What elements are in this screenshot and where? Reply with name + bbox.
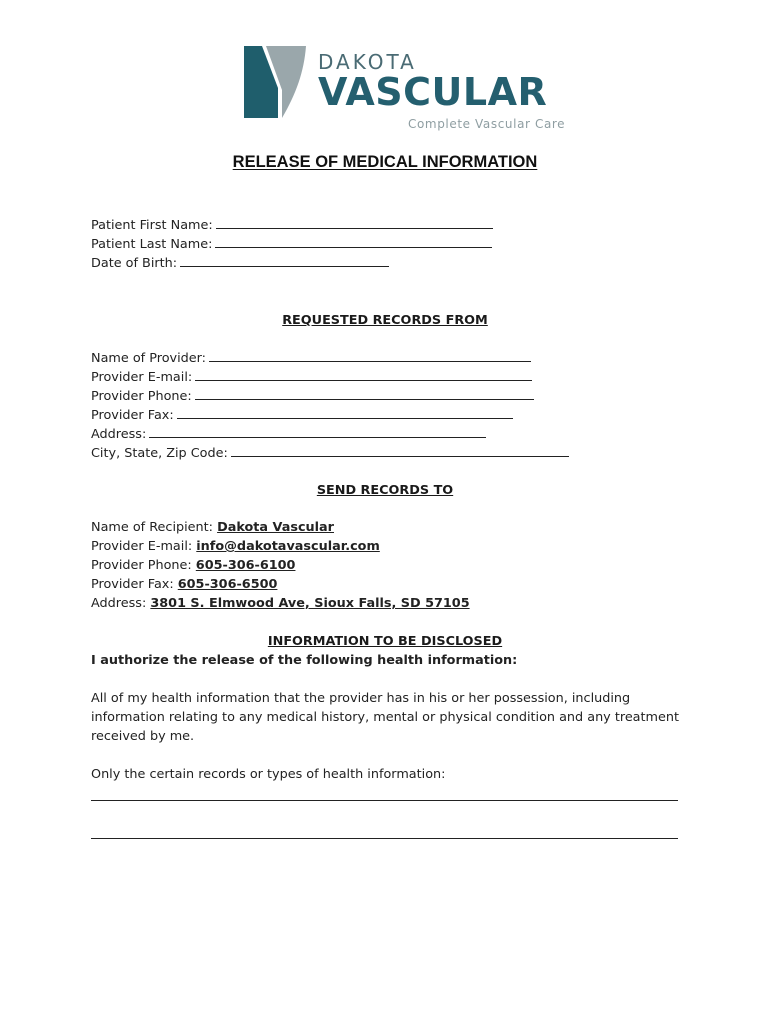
all-info-line-1: All of my health information that the provider has in his or her possession, including — [91, 691, 631, 706]
patient-first-name-field[interactable] — [216, 215, 493, 229]
specific-records-field-1[interactable] — [91, 800, 678, 801]
recipient-label: Name of Recipient: — [91, 520, 213, 535]
send-phone-label: Provider Phone: — [91, 558, 192, 573]
provider-address-field[interactable] — [149, 424, 486, 438]
date-of-birth-field[interactable] — [180, 253, 389, 267]
send-phone-row — [91, 556, 295, 575]
logo-tagline: Complete Vascular Care — [408, 117, 566, 131]
send-fax-row — [91, 575, 277, 594]
provider-email-field[interactable] — [195, 367, 532, 381]
provider-address-label: Address: — [91, 427, 147, 442]
provider-phone-field[interactable] — [195, 386, 534, 400]
provider-name-row — [91, 348, 531, 368]
patient-last-name-label: Patient Last Name: — [91, 237, 213, 252]
city-state-zip-field[interactable] — [231, 443, 569, 457]
send-email-label: Provider E-mail: — [91, 539, 193, 554]
provider-fax-label: Provider Fax: — [91, 408, 174, 423]
recipient-value: Dakota Vascular — [217, 520, 334, 535]
requested-records-heading: REQUESTED RECORDS FROM — [282, 313, 488, 328]
send-records-heading: SEND RECORDS TO — [316, 483, 454, 498]
all-info-line-2: information relating to any medical history, mental or physical condition and any treatment — [91, 710, 680, 725]
send-fax-label: Provider Fax: — [91, 577, 174, 592]
send-fax-value: 605-306-6500 — [177, 577, 278, 592]
provider-phone-label: Provider Phone: — [91, 389, 192, 404]
send-address-value: 3801 S. Elmwood Ave, Sioux Falls, SD 57105 — [150, 596, 470, 611]
disclose-heading: INFORMATION TO BE DISCLOSED — [267, 634, 503, 649]
send-email-value[interactable]: info@dakotavascular.com — [196, 539, 380, 554]
city-state-zip-row — [91, 443, 569, 463]
patient-last-name-row — [91, 234, 492, 254]
provider-address-row — [91, 424, 486, 444]
send-address-row — [91, 594, 470, 613]
provider-fax-field[interactable] — [177, 405, 513, 419]
specific-records-field-2[interactable] — [91, 838, 678, 839]
provider-email-row — [91, 367, 532, 387]
logo-brand-main: VASCULAR — [318, 70, 548, 114]
all-info-line-3: received by me. — [91, 729, 195, 744]
specific-records-label: Only the certain records or types of health information: — [91, 767, 446, 782]
provider-email-label: Provider E-mail: — [91, 370, 193, 385]
patient-last-name-field[interactable] — [215, 234, 492, 248]
logo-brand-top: DAKOTA — [318, 50, 417, 74]
provider-name-field[interactable] — [209, 348, 531, 362]
date-of-birth-label: Date of Birth: — [91, 256, 178, 271]
provider-fax-row — [91, 405, 513, 425]
city-state-zip-label: City, State, Zip Code: — [91, 446, 228, 461]
patient-first-name-row — [91, 215, 493, 235]
recipient-row — [91, 518, 334, 537]
patient-first-name-label: Patient First Name: — [91, 218, 213, 233]
authorize-statement: I authorize the release of the following health information: — [91, 653, 518, 668]
send-phone-value: 605-306-6100 — [195, 558, 296, 573]
send-address-label: Address: — [91, 596, 147, 611]
logo-mark-icon — [244, 46, 306, 118]
provider-phone-row — [91, 386, 534, 406]
page-title: RELEASE OF MEDICAL INFORMATION — [232, 153, 538, 171]
date-of-birth-row — [91, 253, 389, 273]
provider-name-label: Name of Provider: — [91, 351, 206, 366]
send-email-row — [91, 537, 380, 556]
